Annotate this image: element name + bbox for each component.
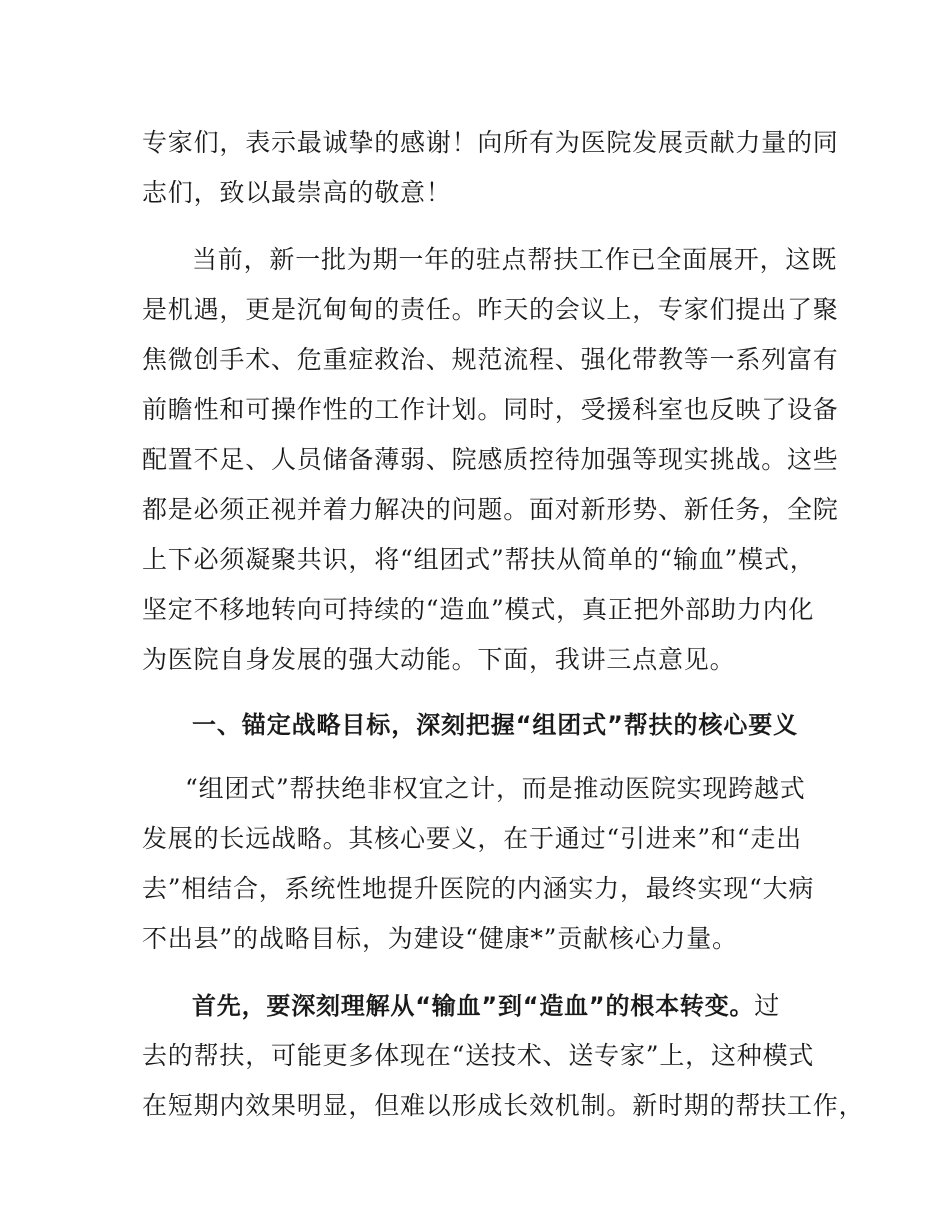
paragraph-line: 去的帮扶，可能更多体现在“送技术、送专家”上，这种模式 [142,1041,815,1070]
paragraph-line: 在短期内效果明显，但难以形成长效机制。新时期的帮扶工作， [142,1091,865,1120]
paragraph-line: 是机遇，更是沉甸甸的责任。昨天的会议上，专家们提出了聚 [142,295,839,324]
paragraph-line: 专家们，表示最诚挚的感谢！向所有为医院发展贡献力量的同 [142,128,839,157]
paragraph-line: 配置不足、人员储备薄弱、院感质控待加强等现实挑战。这些 [142,445,839,474]
paragraph-line: 坚定不移地转向可持续的“造血”模式，真正把外部助力内化 [142,595,815,624]
bold-lead-sentence: 首先，要深刻理解从“输血”到“造血”的根本转变。 [192,992,755,1020]
section-heading: 一、锚定战略目标，深刻把握“组团式”帮扶的核心要义 [192,711,799,739]
paragraph-line: 当前，新一批为期一年的驻点帮扶工作已全面展开，这既 [192,245,838,274]
paragraph-line: 发展的长远战略。其核心要义，在于通过“引进来”和“走出 [142,824,802,853]
paragraph-line: 不出县”的战略目标，为建设“健康*”贡献核心力量。 [142,924,738,953]
paragraph-line [192,993,780,1018]
paragraph-line: 志们，致以最崇高的敬意！ [142,178,452,207]
paragraph-line: 上下必须凝聚共识，将“组团式”帮扶从简单的“输血”模式， [142,545,816,574]
paragraph-line: 都是必须正视并着力解决的问题。面对新形势、新任务，全院 [142,495,839,524]
paragraph-text: 过 [754,991,781,1020]
paragraph-line: 去”相结合，系统性地提升医院的内涵实力，最终实现“大病 [142,874,815,903]
paragraph-line: 前瞻性和可操作性的工作计划。同时，受援科室也反映了设备 [142,395,839,424]
paragraph-line: 焦微创手术、危重症救治、规范流程、强化带教等一系列富有 [142,345,839,374]
paragraph-line: 为医院自身发展的强大动能。下面，我讲三点意见。 [142,645,736,674]
paragraph-line: “组团式”帮扶绝非权宜之计，而是推动医院实现跨越式 [185,774,806,803]
